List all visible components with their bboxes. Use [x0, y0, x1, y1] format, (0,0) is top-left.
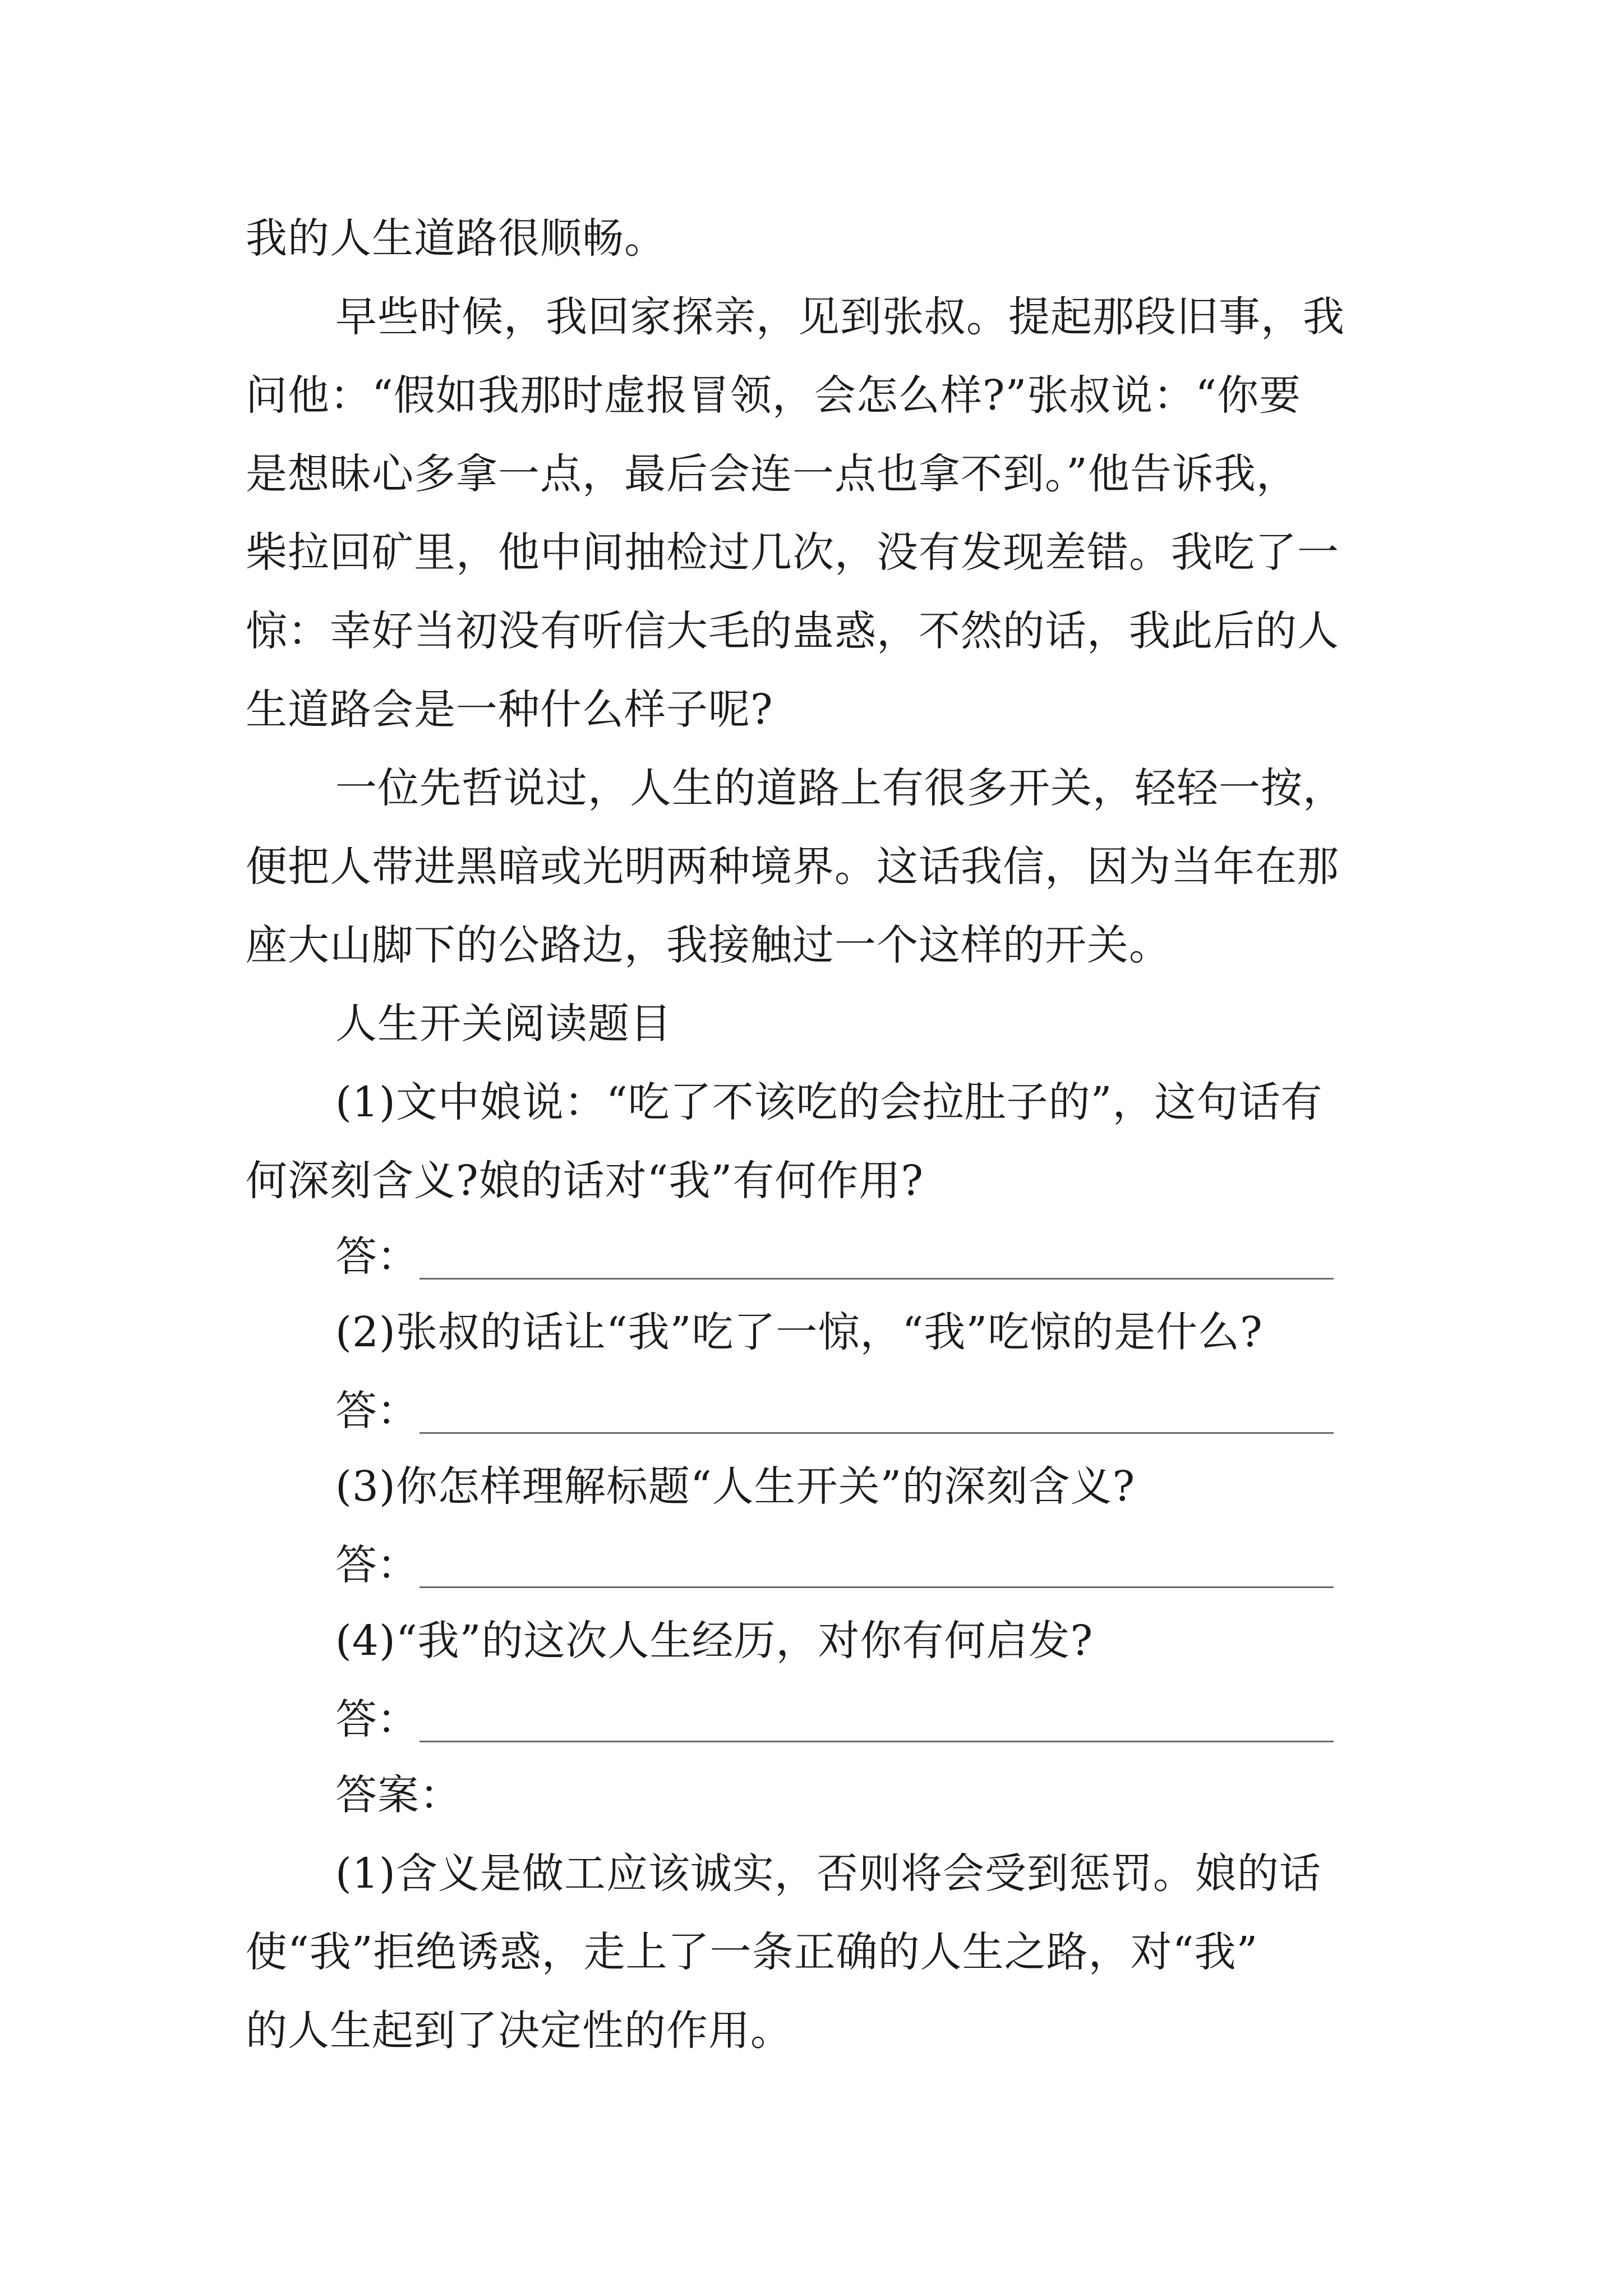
body-paragraph-3-line-1: 一位先哲说过，人生的道路上有很多开关，轻轻一按，	[335, 764, 1345, 812]
answer-label: 答：	[335, 1541, 418, 1589]
body-paragraph-3-line-3: 座大山脚下的公路边，我接触过一个这样的开关。	[246, 921, 1171, 969]
body-paragraph-2-line-5: 惊：幸好当初没有听信大毛的蛊惑，不然的话，我此后的人	[246, 607, 1339, 655]
body-paragraph-2-line-2: 问他：“假如我那时虚报冒领，会怎么样?”张叔说：“你要	[246, 371, 1302, 420]
answer-label: 答：	[335, 1387, 418, 1435]
answer-1-line-3: 的人生起到了决定性的作用。	[246, 2007, 792, 2055]
answer-blank-2	[335, 1383, 1334, 1439]
body-paragraph-3-line-2: 便把人带进黑暗或光明两种境界。这话我信，因为当年在那	[246, 843, 1339, 891]
answer-label: 答：	[335, 1232, 418, 1281]
answer-blank-3	[335, 1537, 1334, 1593]
answer-line	[419, 1586, 1334, 1588]
answer-label: 答：	[335, 1695, 418, 1743]
answer-blank-4	[335, 1691, 1334, 1747]
body-paragraph-2-line-4: 柴拉回矿里，他中间抽检过几次，没有发现差错。我吃了一	[246, 528, 1339, 577]
answer-line	[419, 1278, 1334, 1280]
question-3: (3)你怎样理解标题“人生开关”的深刻含义?	[335, 1462, 1136, 1511]
answer-line	[419, 1432, 1334, 1434]
body-paragraph-1-line-1: 我的人生道路很顺畅。	[246, 214, 666, 263]
answer-line	[419, 1741, 1334, 1742]
body-paragraph-2-line-1: 早些时候，我回家探亲，见到张叔。提起那段旧事，我	[335, 293, 1345, 341]
question-4: (4)“我”的这次人生经历，对你有何启发?	[335, 1617, 1094, 1665]
body-paragraph-2-line-6: 生道路会是一种什么样子呢?	[246, 685, 773, 734]
questions-heading: 人生开关阅读题目	[335, 1000, 672, 1048]
answer-1-line-1: (1)含义是做工应该诚实，否则将会受到惩罚。娘的话	[335, 1849, 1321, 1898]
body-paragraph-2-line-3: 是想昧心多拿一点，最后会连一点也拿不到。”他告诉我，	[246, 450, 1298, 498]
question-1-line-2: 何深刻含义?娘的话对“我”有何作用?	[246, 1157, 924, 1205]
question-2: (2)张叔的话让“我”吃了一惊，“我”吃惊的是什么?	[335, 1308, 1263, 1356]
question-1-line-1: (1)文中娘说：“吃了不该吃的会拉肚子的”，这句话有	[335, 1078, 1323, 1126]
answers-heading: 答案：	[335, 1771, 462, 1819]
answer-1-line-2: 使“我”拒绝诱惑，走上了一条正确的人生之路，对“我”	[246, 1928, 1258, 1976]
answer-blank-1	[335, 1228, 1334, 1285]
